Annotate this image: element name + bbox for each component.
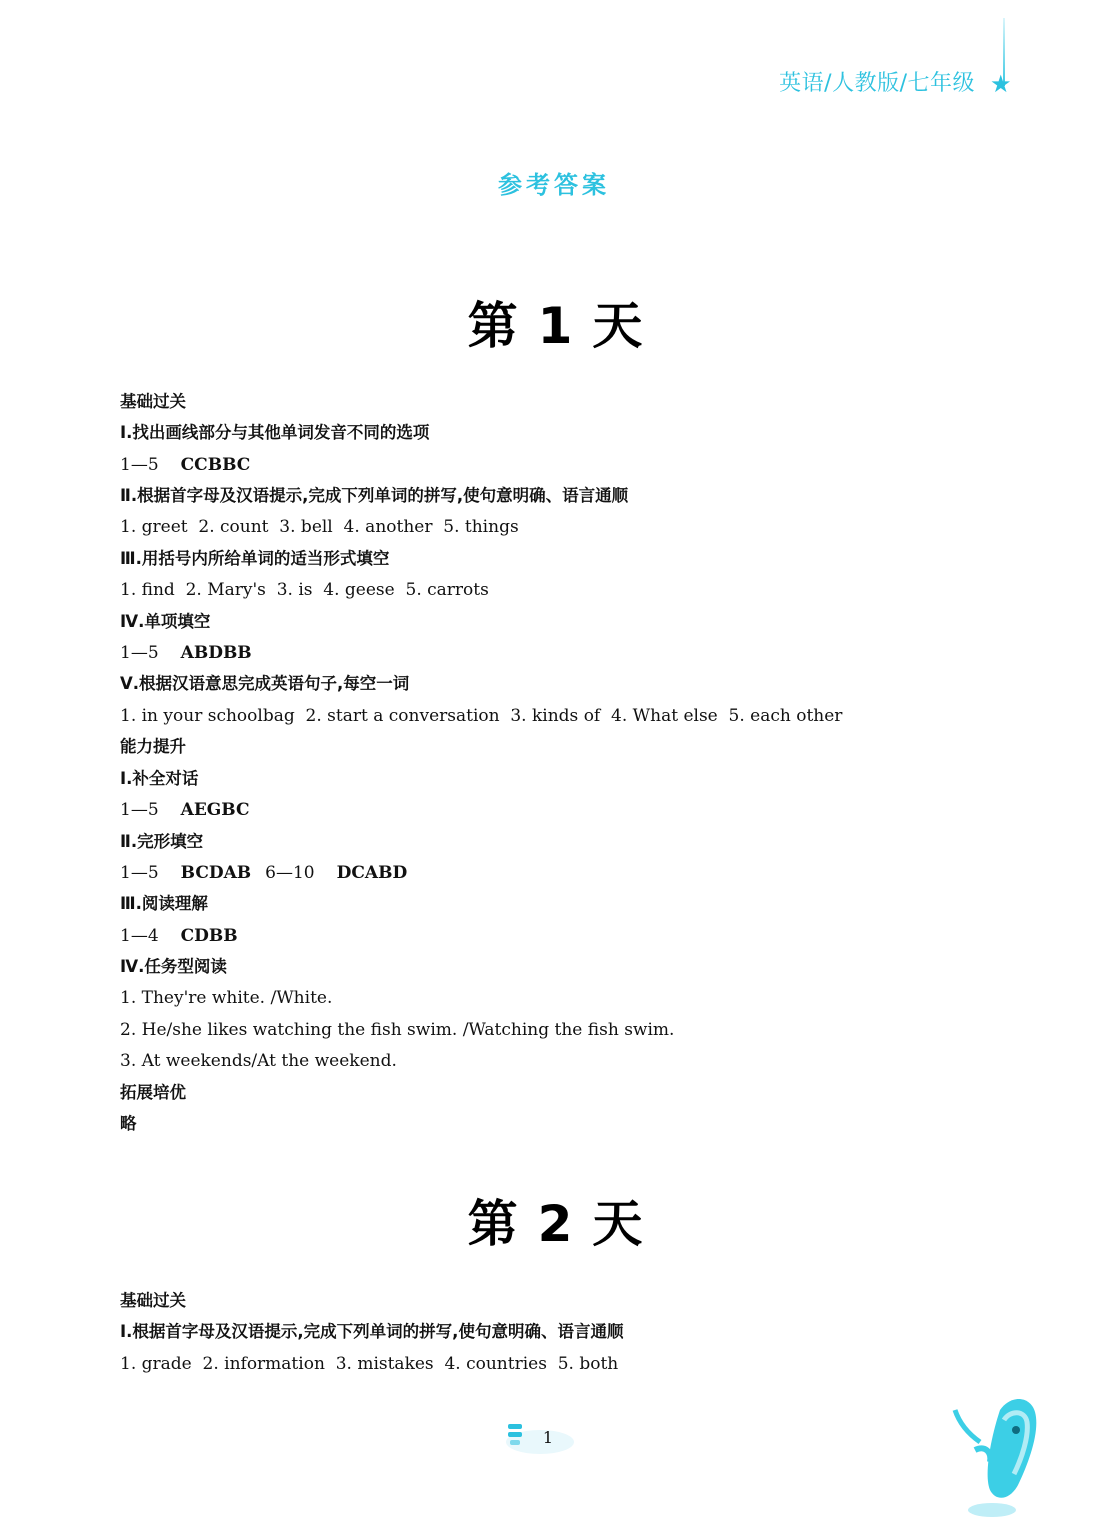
day1-line: 基础过关 (120, 392, 186, 411)
answer-range: 1—5 (120, 455, 159, 475)
mascot-icon (930, 1390, 1100, 1530)
day1-line: Ⅰ.补全对话 (120, 769, 199, 788)
day1-line: Ⅰ.找出画线部分与其他单词发音不同的选项 (120, 423, 430, 442)
day1-line: Ⅱ.根据首字母及汉语提示,完成下列单词的拼写,使句意明确、语言通顺 (120, 486, 629, 505)
day1-line: 1. greet 2. count 3. bell 4. another 5. things (120, 517, 519, 537)
day1-line: 2. He/she likes watching the fish swim. /Watching the fish swim. (120, 1020, 675, 1040)
day1-line (120, 925, 238, 947)
answer-letters: DCABD (336, 863, 408, 883)
day1-line: Ⅴ.根据汉语意思完成英语句子,每空一词 (120, 674, 410, 693)
day-heading-suffix: 天 (592, 1195, 653, 1253)
answer-range: 6—10 (265, 863, 315, 883)
day1-line: 1. They're white. /White. (120, 988, 333, 1008)
answer-range: 1—4 (120, 926, 159, 946)
answer-letters: AEGBC (180, 800, 250, 820)
answer-letters: CCBBC (180, 455, 251, 475)
day2-heading (0, 1184, 1108, 1256)
day1-line (120, 454, 250, 476)
answer-letters: ABDBB (180, 643, 252, 663)
day1-line: Ⅱ.完形填空 (120, 832, 204, 851)
answer-letters: BCDAB (180, 863, 252, 883)
day2-line: Ⅰ.根据首字母及汉语提示,完成下列单词的拼写,使句意明确、语言通顺 (120, 1322, 624, 1341)
day1-line: Ⅳ.任务型阅读 (120, 957, 227, 976)
day1-line: 3. At weekends/At the weekend. (120, 1051, 397, 1071)
day1-line: 1. find 2. Mary's 3. is 4. geese 5. carrots (120, 580, 489, 600)
header-subject: 英语/人教版/七年级 (779, 71, 975, 96)
day2-line: 基础过关 (120, 1291, 186, 1310)
answer-range: 1—5 (120, 800, 159, 820)
day2-line: 1. grade 2. information 3. mistakes 4. countries 5. both (120, 1354, 619, 1374)
day-heading-suffix: 天 (592, 297, 653, 355)
day1-line: 1. in your schoolbag 2. start a conversation 3. kinds of 4. What else 5. each other (120, 706, 843, 726)
day-heading-prefix: 第 (467, 1195, 528, 1253)
day-heading-number: 1 (537, 297, 583, 355)
day-heading-prefix: 第 (467, 297, 528, 355)
section-title: 参考答案 (498, 170, 610, 199)
day1-line: Ⅲ.阅读理解 (120, 894, 208, 913)
star-icon: ★ (990, 70, 1012, 98)
page-number: 1 (542, 1428, 554, 1447)
day1-line (120, 862, 407, 884)
day1-line: Ⅳ.单项填空 (120, 612, 211, 631)
day1-line: 略 (120, 1114, 137, 1133)
day1-heading (0, 286, 1108, 358)
day1-line: 能力提升 (120, 737, 186, 756)
page-number-decoration (502, 1416, 578, 1456)
answer-range: 1—5 (120, 643, 159, 663)
day1-line (120, 799, 250, 821)
day1-line: Ⅲ.用括号内所给单词的适当形式填空 (120, 549, 390, 568)
answer-range: 1—5 (120, 863, 159, 883)
day1-line (120, 642, 252, 664)
answer-letters: CDBB (180, 926, 238, 946)
page-number-badge (502, 1416, 578, 1456)
day-heading-number: 2 (537, 1195, 583, 1253)
day1-line: 拓展培优 (120, 1083, 186, 1102)
